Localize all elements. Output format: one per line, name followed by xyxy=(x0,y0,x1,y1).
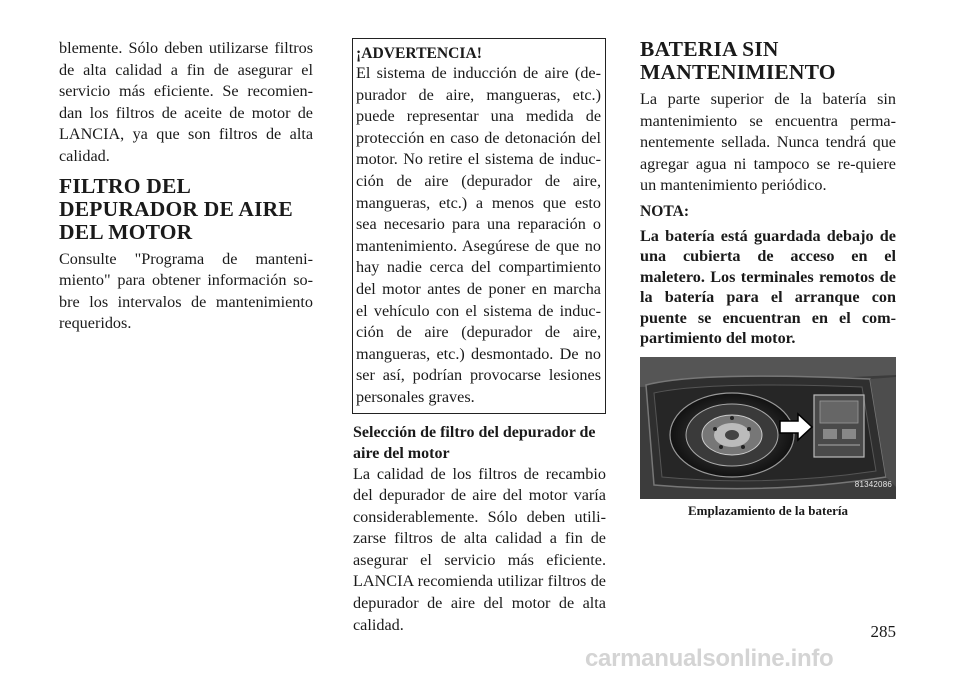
intro-paragraph: blemente. Sólo deben utilizarse filtros de alta calidad a fin de asegurar el servicio más eficiente. Se recomien-dan los filtros de aceite de motor de LANCIA, ya que son filtros de alta calidad. xyxy=(59,39,313,165)
note-label: NOTA: xyxy=(640,202,690,220)
figure-code: 81342086 xyxy=(854,479,892,489)
battery-body: La parte superior de la batería sin mantenimiento se encuentra perma-nentemente sellada. Nunca tendrá que agregar agua ni tampoco se re-quiere un mantenimiento periódico. xyxy=(640,90,896,195)
filter-selection-subheading: Selección de filtro del depurador de aire del motor xyxy=(353,423,596,462)
watermark: carmanualsonline.info xyxy=(585,645,834,672)
figure-caption: Emplazamiento de la batería xyxy=(688,502,848,518)
air-filter-heading: FILTRO DEL DEPURADOR DE AIRE DEL MOTOR xyxy=(59,173,293,244)
column-right xyxy=(640,38,896,519)
battery-location-photo xyxy=(640,357,896,499)
note-body: La batería está guardada debajo de una cubierta de acceso en el maletero. Los terminales remotos de la batería para el arranque con puente se encuentran en el com-partimiento del motor. xyxy=(640,226,896,348)
battery-heading: BATERIA SIN MANTENIMIENTO xyxy=(640,37,836,84)
warning-box xyxy=(352,38,606,414)
page-number: 285 xyxy=(870,622,896,641)
warning-body: El sistema de inducción de aire (de-purador de aire, mangueras, etc.) puede representar una medida de protección en caso de detonación del motor. No retire el sistema de induc-ción de aire (depurador de aire, mangueras, etc.) a menos que esto sea necesario para una reparación o mantenimiento. Asegúrese de que no hay nadie cerca del compartimiento del motor antes de poner en marcha el vehículo con el sistema de induc-ción de aire (depurador de aire, mangueras, etc.) desmontado. De no ser así, podrían provocarse lesiones personales graves. xyxy=(356,64,601,406)
warning-title: ¡ADVERTENCIA! xyxy=(356,45,482,62)
column-middle xyxy=(353,38,606,636)
column-left xyxy=(59,38,313,335)
filter-selection-body: La calidad de los filtros de recambio del depurador de aire del motor varía considerablemente. Sólo deben utili-zarse filtros de alta calidad a fin de asegurar el servicio más eficiente. LANCIA recomienda utilizar filtros de depurador de aire del motor de alta calidad. xyxy=(353,464,606,634)
air-filter-body: Consulte "Programa de manteni-miento" para obtener información so-bre los intervalos de mantenimiento requeridos. xyxy=(59,249,313,333)
